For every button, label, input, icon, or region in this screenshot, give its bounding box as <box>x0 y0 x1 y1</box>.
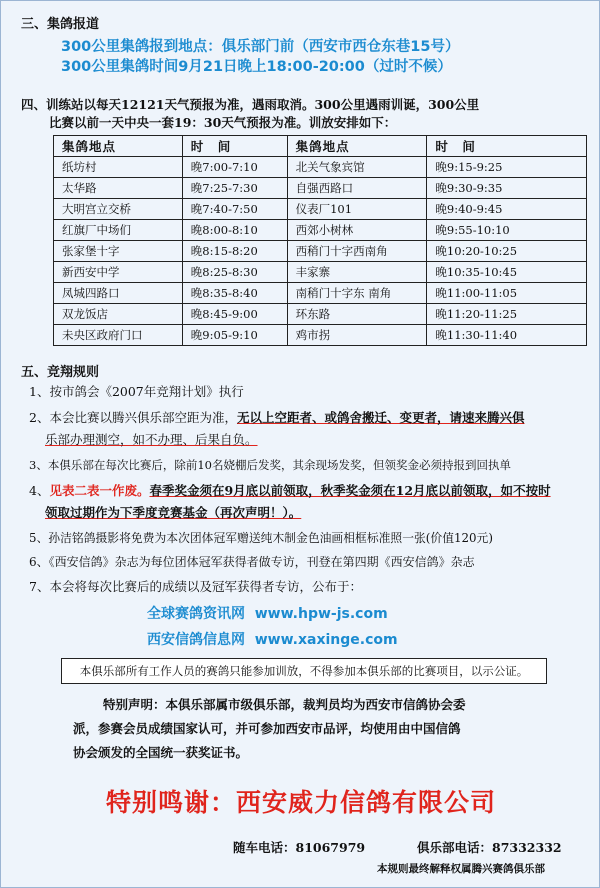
club-phone <box>417 838 562 856</box>
table-row <box>54 241 587 262</box>
cell: 晚9:40-9:45 <box>427 199 587 220</box>
cell: 大明宫立交桥 <box>54 199 183 220</box>
cell: 凤城四路口 <box>54 283 183 304</box>
cell: 西稍门十字西南角 <box>287 241 427 262</box>
rule-5: 5、孙洁铭鸽摄影将免费为本次团体冠军赠送纯木制金色油画相框标准照一张(价值120元) <box>29 531 493 545</box>
section5-heading: 五、竞翔规则 <box>21 365 100 380</box>
rule-7: 7、本会将每次比赛后的成绩以及冠军获得者专访，公布于： <box>29 579 362 594</box>
cell: 北关气象宾馆 <box>287 157 427 178</box>
rule-2-part-a: 2、本会比赛以腾兴俱乐部空距为准， <box>29 410 237 425</box>
car-phone <box>233 838 365 856</box>
section3-line1: 300公里集鸽报到地点：俱乐部门前（西安市西仓东巷15号） <box>61 39 460 55</box>
statement-line1: 特别声明：本俱乐部属市级俱乐部，裁判员均为西安市信鸽协会委 <box>103 697 466 712</box>
table-row <box>54 283 587 304</box>
header-time-1: 时 间 <box>182 136 287 157</box>
table-row <box>54 199 587 220</box>
cell: 红旗厂中场们 <box>54 220 183 241</box>
car-phone-number: 81067979 <box>295 840 366 855</box>
section3-line2: 300公里集鸽时间9月21日晚上18:00-20:00（过时不候） <box>61 59 452 75</box>
rule-2-part-b: 无以上空距者、或鸽舍搬迁、变更者，请速来腾兴俱 <box>236 410 525 425</box>
cell: 张家堡十字 <box>54 241 183 262</box>
site-2-name: 西安信鸽信息网 <box>147 632 245 648</box>
site-2[interactable] <box>147 629 398 649</box>
cell: 太华路 <box>54 178 183 199</box>
cell: 晚11:00-11:05 <box>427 283 587 304</box>
cell: 晚9:30-9:35 <box>427 178 587 199</box>
cell: 纸坊村 <box>54 157 183 178</box>
cell: 双龙饭店 <box>54 304 183 325</box>
table-row <box>54 220 587 241</box>
cell: 晚7:25-7:30 <box>182 178 287 199</box>
staff-notice: 本俱乐部所有工作人员的赛鸽只能参加训放，不得参加本俱乐部的比赛项目，以示公证。 <box>61 658 547 684</box>
rule-4-part-b: 春季奖金须在9月底以前领取，秋季奖金须在12月底以前领取，如不按时 <box>149 483 551 498</box>
rule-2-cont: 乐部办理测空，如不办理、后果自负。 <box>45 432 258 447</box>
rule-4-red: 见表二表一作废。 <box>49 483 150 498</box>
rule-4-cont: 领取过期作为下季度竞赛基金（再次声明！）。 <box>45 505 302 520</box>
rule-1: 1、按市鸽会《2007年竞翔计划》执行 <box>29 384 244 399</box>
table-row <box>54 157 587 178</box>
cell: 晚8:45-9:00 <box>182 304 287 325</box>
table-row <box>54 304 587 325</box>
statement-line2: 派，参赛会员成绩国家认可，并可参加西安市品评，均使用由中国信鸽 <box>73 721 461 736</box>
cell: 晚8:15-8:20 <box>182 241 287 262</box>
cell: 晚9:15-9:25 <box>427 157 587 178</box>
table-row <box>54 262 587 283</box>
cell: 晚8:25-8:30 <box>182 262 287 283</box>
rule-3: 3、本俱乐部在每次比赛后，除前10名娆棚后发奖，其余现场发奖，但领奖金必须持报到回执单 <box>29 458 511 472</box>
cell: 南稍门十字东 南角 <box>287 283 427 304</box>
rule-2 <box>29 408 524 426</box>
cell: 晚9:05-9:10 <box>182 325 287 346</box>
section4-intro2: 比赛以前一天中央一套19：30天气预报为准。训放安排如下： <box>49 115 397 130</box>
special-thanks: 特别鸣谢：西安威力信鸽有限公司 <box>105 788 496 817</box>
cell: 晚10:20-10:25 <box>427 241 587 262</box>
cell: 晚11:30-11:40 <box>427 325 587 346</box>
cell: 晚7:40-7:50 <box>182 199 287 220</box>
table-row <box>54 325 587 346</box>
cell: 仪表厂101 <box>287 199 427 220</box>
cell: 晚9:55-10:10 <box>427 220 587 241</box>
cell: 自强西路口 <box>287 178 427 199</box>
site-1[interactable] <box>147 603 388 623</box>
site-1-url[interactable]: www.hpw-js.com <box>254 606 388 622</box>
header-location-1: 集鸽地点 <box>54 136 183 157</box>
site-1-name: 全球赛鸽资讯网 <box>147 606 245 622</box>
site-2-url[interactable]: www.xaxinge.com <box>254 632 398 648</box>
rule-4-prefix: 4、 <box>29 483 50 498</box>
header-time-2: 时 间 <box>427 136 587 157</box>
rule-4 <box>29 481 551 499</box>
statement-line3: 协会颁发的全国统一获奖证书。 <box>73 745 249 760</box>
cell: 晚11:20-11:25 <box>427 304 587 325</box>
cell: 西郊小树林 <box>287 220 427 241</box>
table-row <box>54 178 587 199</box>
cell: 晚8:35-8:40 <box>182 283 287 304</box>
car-phone-label: 随车电话： <box>233 840 296 855</box>
club-phone-number: 87332332 <box>492 840 562 855</box>
footer-note: 本规则最终解释权属腾兴赛鸽俱乐部 <box>377 863 545 875</box>
cell: 晚7:00-7:10 <box>182 157 287 178</box>
rule-6: 6、《西安信鸽》杂志为每位团体冠军获得者做专访，刊登在第四期《西安信鸽》杂志 <box>29 555 475 569</box>
cell: 鸡市拐 <box>287 325 427 346</box>
header-location-2: 集鸽地点 <box>287 136 427 157</box>
cell: 晚8:00-8:10 <box>182 220 287 241</box>
cell: 未央区政府门口 <box>54 325 183 346</box>
schedule-table <box>53 135 587 346</box>
cell: 丰家寨 <box>287 262 427 283</box>
section3-heading: 三、集鸽报道 <box>21 17 100 32</box>
schedule-header-row <box>54 136 587 157</box>
cell: 环东路 <box>287 304 427 325</box>
cell: 新西安中学 <box>54 262 183 283</box>
cell: 晚10:35-10:45 <box>427 262 587 283</box>
club-phone-label: 俱乐部电话： <box>417 840 493 855</box>
section4-intro1: 四、训练站以每天12121天气预报为准，遇雨取消。300公里遇雨训诞，300公里 <box>21 97 480 112</box>
